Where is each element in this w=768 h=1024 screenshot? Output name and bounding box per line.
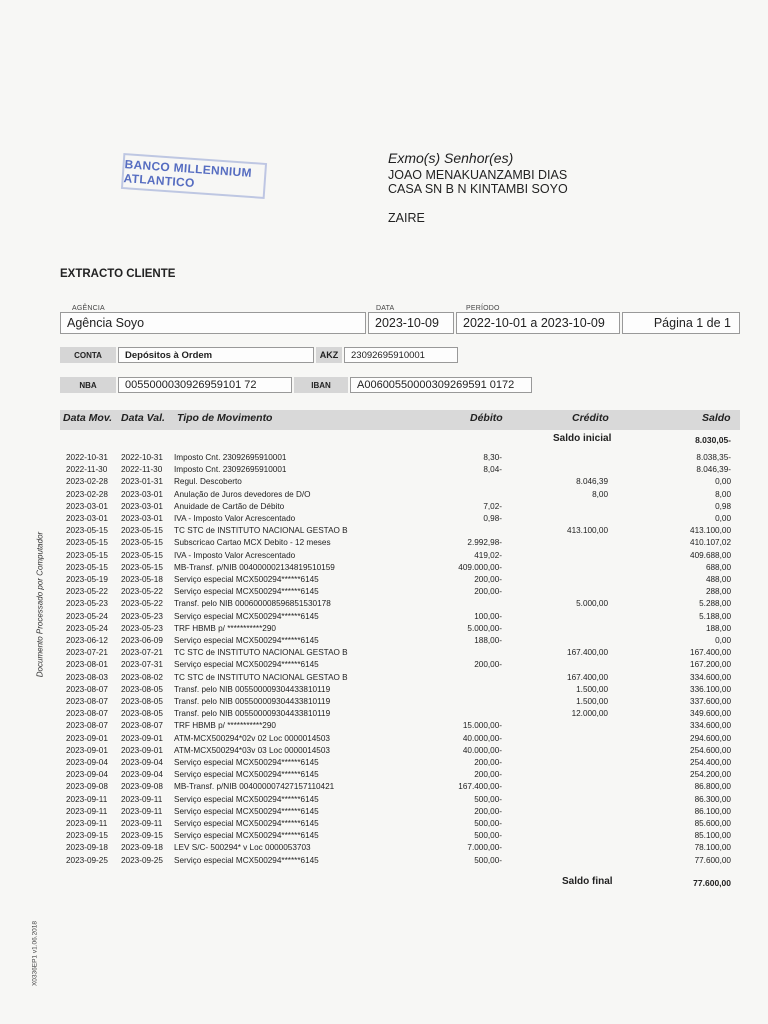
table-row [0, 465, 768, 477]
table-row [0, 453, 768, 465]
table-row [0, 795, 768, 807]
row-credito: 167.400,00 [567, 672, 608, 682]
row-saldo: 349.600,00 [690, 709, 731, 719]
row-tipo: Imposto Cnt. 23092695910001 [174, 465, 287, 475]
row-saldo: 334.600,00 [690, 672, 731, 682]
table-row [0, 612, 768, 624]
table-row [0, 856, 768, 868]
row-debito: 7,02- [483, 501, 502, 511]
row-data-val: 2023-09-11 [121, 794, 163, 804]
col-credito: Crédito [572, 412, 609, 424]
row-credito: 8.046,39 [576, 477, 608, 487]
row-debito: 15.000,00- [462, 721, 502, 731]
row-credito: 413.100,00 [567, 526, 608, 536]
row-tipo: Serviço especial MCX500294******6145 [174, 575, 319, 584]
row-saldo: 8.038,35- [696, 453, 731, 462]
table-row [0, 514, 768, 526]
row-tipo: Serviço especial MCX500294******6145 [174, 794, 319, 804]
row-tipo: TC STC de INSTITUTO NACIONAL GESTAO B [174, 648, 348, 658]
row-debito: 419,02- [474, 550, 502, 560]
table-row [0, 575, 768, 587]
bank-stamp: BANCO MILLENNIUM ATLANTICO [121, 153, 267, 199]
table-row [0, 782, 768, 794]
document-title: EXTRACTO CLIENTE [60, 268, 176, 280]
row-data-val: 2023-05-15 [121, 562, 163, 572]
row-tipo: IVA - Imposto Valor Acrescentado [174, 514, 296, 523]
row-debito: 500,00- [474, 819, 502, 828]
row-tipo: TRF HBMB p/ ***********290 [174, 623, 276, 633]
row-debito: 500,00- [474, 794, 502, 804]
row-data-val: 2023-09-11 [121, 806, 163, 816]
row-tipo: ATM-MCX500294*02v 02 Loc 0000014503 [174, 733, 330, 743]
page-indicator: Página 1 de 1 [622, 312, 740, 334]
row-saldo: 337.600,00 [690, 697, 731, 706]
row-saldo: 85.100,00 [694, 831, 731, 841]
row-data-mov: 2023-05-24 [66, 611, 108, 621]
row-tipo: Regul. Descoberto [174, 477, 242, 487]
col-tipo: Tipo de Movimento [177, 412, 273, 424]
row-data-mov: 2022-11-30 [66, 465, 108, 475]
row-debito: 200,00- [474, 575, 502, 584]
row-data-val: 2023-05-15 [121, 538, 163, 548]
row-tipo: Serviço especial MCX500294******6145 [174, 758, 319, 767]
row-debito: 200,00- [474, 806, 502, 816]
row-tipo: Serviço especial MCX500294******6145 [174, 806, 319, 816]
periodo-field: 2022-10-01 a 2023-10-09 [456, 312, 620, 334]
row-saldo: 334.600,00 [690, 721, 731, 731]
row-saldo: 294.600,00 [690, 733, 731, 743]
row-data-val: 2023-03-01 [121, 489, 163, 499]
row-tipo: Serviço especial MCX500294******6145 [174, 611, 319, 621]
table-header [60, 410, 740, 430]
data-field: 2023-10-09 [368, 312, 454, 334]
row-credito: 8,00 [592, 489, 608, 499]
row-debito: 500,00- [474, 831, 502, 841]
row-data-mov: 2023-09-08 [66, 782, 108, 792]
row-data-val: 2023-09-15 [121, 831, 163, 841]
row-tipo: Transf. pelo NIB 005500009304433810119 [174, 697, 331, 706]
row-saldo: 8,00 [715, 489, 731, 499]
row-tipo: ATM-MCX500294*03v 03 Loc 0000014503 [174, 745, 330, 755]
row-tipo: Transf. pelo NIB 000600008596851530178 [174, 599, 331, 609]
row-debito: 200,00- [474, 587, 502, 597]
row-data-val: 2023-05-18 [121, 575, 163, 584]
row-data-val: 2023-09-25 [121, 855, 163, 865]
row-data-val: 2023-01-31 [121, 477, 163, 487]
side-note: Documento Processado por Computador [35, 531, 45, 678]
row-saldo: 167.400,00 [690, 648, 731, 658]
row-data-val: 2022-10-31 [121, 453, 163, 462]
row-data-val: 2023-09-01 [121, 745, 163, 755]
table-row [0, 685, 768, 697]
row-tipo: Imposto Cnt. 23092695910001 [174, 453, 287, 462]
table-row [0, 660, 768, 672]
row-data-mov: 2023-09-04 [66, 758, 108, 767]
row-data-val: 2023-05-15 [121, 550, 163, 560]
row-saldo: 188,00 [705, 623, 731, 633]
row-saldo: 254.200,00 [690, 770, 731, 780]
row-tipo: TC STC de INSTITUTO NACIONAL GESTAO B [174, 526, 348, 536]
row-data-val: 2023-05-23 [121, 623, 163, 633]
table-row [0, 807, 768, 819]
row-saldo: 86.100,00 [694, 806, 731, 816]
row-tipo: Anuidade de Cartão de Débito [174, 501, 285, 511]
row-data-mov: 2023-03-01 [66, 514, 108, 523]
row-data-mov: 2023-09-04 [66, 770, 108, 780]
table-row [0, 526, 768, 538]
table-row [0, 831, 768, 843]
row-debito: 167.400,00- [458, 782, 502, 792]
row-data-val: 2023-07-21 [121, 648, 163, 658]
agencia-caption: AGÊNCIA [72, 305, 105, 312]
col-debito: Débito [470, 412, 503, 424]
row-data-val: 2023-06-09 [121, 636, 163, 645]
row-tipo: MB-Transf. p/NIB 004000002134819510159 [174, 562, 335, 572]
row-debito: 8,04- [483, 465, 502, 475]
row-tipo: Subscricao Cartao MCX Debito - 12 meses [174, 538, 331, 548]
agencia-field: Agência Soyo [60, 312, 366, 334]
table-row [0, 673, 768, 685]
table-row [0, 819, 768, 831]
row-data-val: 2022-11-30 [121, 465, 163, 475]
conta-value: Depósitos à Ordem [118, 347, 314, 363]
row-debito: 409.000,00- [458, 562, 502, 572]
row-data-val: 2023-05-22 [121, 599, 163, 609]
row-saldo: 86.800,00 [694, 782, 731, 792]
row-saldo: 288,00 [705, 587, 731, 597]
row-tipo: TRF HBMB p/ ***********290 [174, 721, 276, 731]
nba-label: NBA [60, 377, 116, 393]
row-saldo: 5.288,00 [699, 599, 731, 609]
row-data-mov: 2023-09-25 [66, 855, 108, 865]
account-number: 23092695910001 [344, 347, 458, 363]
row-data-val: 2023-09-04 [121, 770, 163, 780]
table-row [0, 538, 768, 550]
recipient-name: JOAO MENAKUANZAMBI DIAS [388, 168, 568, 182]
table-row [0, 746, 768, 758]
row-data-val: 2023-09-18 [121, 843, 163, 853]
row-tipo: Transf. pelo NIB 005500009304433810119 [174, 684, 331, 694]
row-debito: 200,00- [474, 660, 502, 670]
table-row [0, 563, 768, 575]
row-data-mov: 2023-08-07 [66, 709, 108, 719]
currency-label: AKZ [316, 347, 342, 363]
row-data-val: 2023-03-01 [121, 514, 163, 523]
row-saldo: 688,00 [705, 562, 731, 572]
table-row [0, 770, 768, 782]
table-row [0, 477, 768, 489]
row-saldo: 409.688,00 [690, 550, 731, 560]
row-saldo: 85.600,00 [694, 819, 731, 828]
row-saldo: 0,00 [715, 636, 731, 645]
row-tipo: IVA - Imposto Valor Acrescentado [174, 550, 296, 560]
row-data-mov: 2023-02-28 [66, 489, 108, 499]
row-data-val: 2023-05-15 [121, 526, 163, 536]
row-saldo: 0,98 [715, 501, 731, 511]
saldo-final-label: Saldo final [562, 876, 613, 887]
row-debito: 2.992,98- [467, 538, 502, 548]
row-data-val: 2023-08-05 [121, 684, 163, 694]
row-data-val: 2023-05-23 [121, 611, 163, 621]
conta-label: CONTA [60, 347, 116, 363]
row-data-val: 2023-09-08 [121, 782, 163, 792]
saldo-inicial-label: Saldo inicial [553, 433, 612, 444]
row-debito: 5.000,00- [467, 623, 502, 633]
saldo-inicial-value: 8.030,05- [695, 435, 731, 445]
row-tipo: Serviço especial MCX500294******6145 [174, 587, 319, 597]
recipient-province: ZAIRE [388, 211, 425, 225]
row-data-mov: 2023-08-01 [66, 660, 108, 670]
row-data-mov: 2023-02-28 [66, 477, 108, 487]
row-debito: 188,00- [474, 636, 502, 645]
col-data-val: Data Val. [121, 412, 165, 424]
iban-value: A00600550000309269591 0172 [350, 377, 532, 393]
recipient-address: CASA SN B N KINTAMBI SOYO [388, 182, 568, 196]
row-tipo: Serviço especial MCX500294******6145 [174, 819, 319, 828]
row-debito: 200,00- [474, 758, 502, 767]
row-saldo: 86.300,00 [694, 794, 731, 804]
table-row [0, 758, 768, 770]
table-row [0, 721, 768, 733]
row-debito: 0,98- [483, 514, 502, 523]
row-data-mov: 2023-05-23 [66, 599, 108, 609]
row-data-mov: 2023-05-15 [66, 550, 108, 560]
row-tipo: Serviço especial MCX500294******6145 [174, 636, 319, 645]
row-saldo: 167.200,00 [690, 660, 731, 670]
row-saldo: 8.046,39- [696, 465, 731, 475]
row-tipo: Serviço especial MCX500294******6145 [174, 660, 319, 670]
row-credito: 5.000,00 [576, 599, 608, 609]
row-data-mov: 2023-09-01 [66, 733, 108, 743]
row-data-mov: 2023-09-11 [66, 794, 108, 804]
table-row [0, 490, 768, 502]
table-row [0, 599, 768, 611]
row-data-mov: 2023-05-15 [66, 562, 108, 572]
row-tipo: Serviço especial MCX500294******6145 [174, 831, 319, 841]
row-data-mov: 2023-09-11 [66, 806, 108, 816]
table-row [0, 551, 768, 563]
row-debito: 200,00- [474, 770, 502, 780]
row-saldo: 413.100,00 [690, 526, 731, 536]
row-data-mov: 2023-05-15 [66, 526, 108, 536]
row-data-mov: 2023-05-19 [66, 575, 108, 584]
row-saldo: 410.107,02 [690, 538, 731, 548]
row-saldo: 336.100,00 [690, 684, 731, 694]
row-tipo: LEV S/C- 500294* v Loc 0000053703 [174, 843, 311, 853]
row-debito: 500,00- [474, 855, 502, 865]
row-saldo: 254.600,00 [690, 745, 731, 755]
row-data-val: 2023-07-31 [121, 660, 163, 670]
row-debito: 100,00- [474, 611, 502, 621]
row-data-mov: 2023-05-15 [66, 538, 108, 548]
row-data-val: 2023-08-05 [121, 709, 163, 719]
form-code: X0336EP1 v1.06.2018 [31, 920, 39, 987]
row-data-val: 2023-09-01 [121, 733, 163, 743]
row-data-val: 2023-08-05 [121, 697, 163, 706]
col-saldo: Saldo [702, 412, 731, 424]
row-credito: 1.500,00 [576, 697, 608, 706]
row-data-val: 2023-09-04 [121, 758, 163, 767]
table-row [0, 502, 768, 514]
row-debito: 40.000,00- [462, 745, 502, 755]
row-tipo: Anulação de Juros devedores de D/O [174, 489, 311, 499]
recipient-greeting: Exmo(s) Senhor(es) [388, 150, 514, 166]
row-data-mov: 2023-09-18 [66, 843, 108, 853]
row-saldo: 0,00 [715, 514, 731, 523]
row-saldo: 254.400,00 [690, 758, 731, 767]
nba-value: 0055000030926959101 72 [118, 377, 292, 393]
row-data-mov: 2023-08-03 [66, 672, 108, 682]
row-data-mov: 2023-09-11 [66, 819, 108, 828]
row-credito: 167.400,00 [567, 648, 608, 658]
row-data-mov: 2023-08-07 [66, 697, 108, 706]
row-data-val: 2023-03-01 [121, 501, 163, 511]
row-data-mov: 2023-05-24 [66, 623, 108, 633]
row-data-val: 2023-08-02 [121, 672, 163, 682]
row-saldo: 5.188,00 [699, 611, 731, 621]
row-credito: 1.500,00 [576, 684, 608, 694]
row-debito: 8,30- [483, 453, 502, 462]
row-data-mov: 2023-09-15 [66, 831, 108, 841]
row-tipo: TC STC de INSTITUTO NACIONAL GESTAO B [174, 672, 348, 682]
row-tipo: Serviço especial MCX500294******6145 [174, 770, 319, 780]
row-debito: 7.000,00- [467, 843, 502, 853]
table-row [0, 843, 768, 855]
row-data-mov: 2023-05-22 [66, 587, 108, 597]
table-row [0, 648, 768, 660]
row-data-val: 2023-09-11 [121, 819, 163, 828]
row-data-mov: 2023-08-07 [66, 684, 108, 694]
row-tipo: MB-Transf. p/NIB 004000007427157110421 [174, 782, 335, 792]
iban-label: IBAN [294, 377, 348, 393]
row-debito: 40.000,00- [462, 733, 502, 743]
row-tipo: Serviço especial MCX500294******6145 [174, 855, 319, 865]
col-data-mov: Data Mov. [63, 412, 113, 424]
row-data-mov: 2023-09-01 [66, 745, 108, 755]
row-data-val: 2023-08-07 [121, 721, 163, 731]
row-data-mov: 2023-03-01 [66, 501, 108, 511]
row-tipo: Transf. pelo NIB 005500009304433810119 [174, 709, 331, 719]
row-data-mov: 2023-07-21 [66, 648, 108, 658]
saldo-final-value: 77.600,00 [693, 878, 731, 888]
periodo-caption: PERÍODO [466, 305, 500, 312]
row-credito: 12.000,00 [571, 709, 608, 719]
row-saldo: 77.600,00 [694, 855, 731, 865]
row-saldo: 0,00 [715, 477, 731, 487]
table-row [0, 624, 768, 636]
row-data-mov: 2023-06-12 [66, 636, 108, 645]
row-data-mov: 2023-08-07 [66, 721, 108, 731]
table-row [0, 709, 768, 721]
row-saldo: 78.100,00 [694, 843, 731, 853]
row-data-mov: 2022-10-31 [66, 453, 108, 462]
table-row [0, 587, 768, 599]
table-row [0, 636, 768, 648]
table-row [0, 734, 768, 746]
data-caption: DATA [376, 305, 395, 312]
row-saldo: 488,00 [705, 575, 731, 584]
table-row [0, 697, 768, 709]
row-data-val: 2023-05-22 [121, 587, 163, 597]
